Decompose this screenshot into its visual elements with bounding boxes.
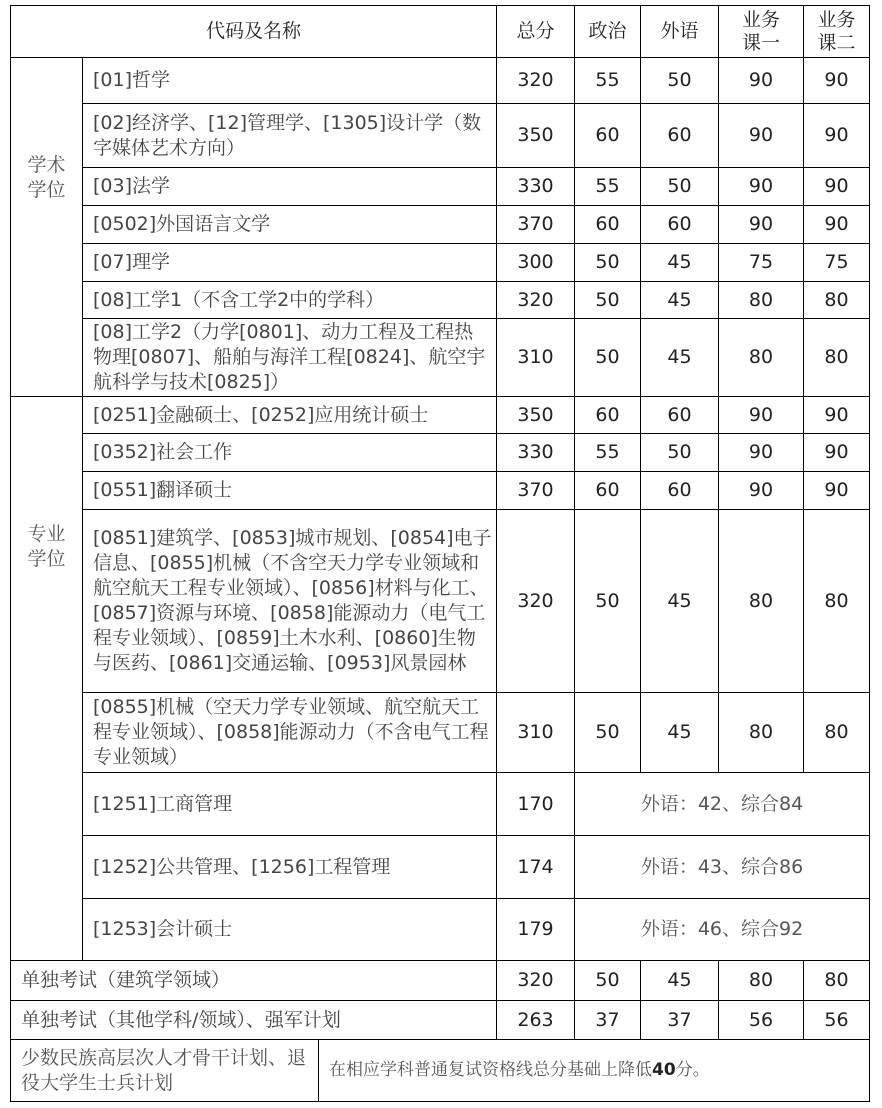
- cell-foreign: 45: [641, 693, 719, 773]
- cell-foreign: 45: [641, 510, 719, 693]
- table-row: [11, 1001, 870, 1040]
- cell-course1: 80: [719, 961, 804, 1001]
- row-name: [1252]公共管理、[1256]工程管理: [83, 836, 497, 899]
- cell-total: 370: [497, 472, 575, 510]
- cell-politics: 50: [575, 282, 641, 319]
- table-row: [11, 58, 870, 104]
- cell-course2: 90: [804, 104, 870, 168]
- row-name: [0851]建筑学、[0853]城市规划、[0854]电子信息、[0855]机械（不含空天力学专业领域和航空航天工程专业领域）、[0856]材料与化工、[0857]资源与环境、[0858]能源动力（电气工程专业领域）、[0859]土木水利、[0860]生物与医药、[0861]交通运输、[0953]风景园林: [83, 510, 497, 693]
- row-name: [0352]社会工作: [83, 434, 497, 472]
- category-professional: 专业学位: [11, 397, 83, 961]
- row-name: [1251]工商管理: [83, 773, 497, 836]
- row-name: [1253]会计硕士: [83, 899, 497, 961]
- cell-course1: 80: [719, 319, 804, 397]
- cell-total: 320: [497, 282, 575, 319]
- row-name: [03]法学: [83, 168, 497, 206]
- cell-foreign: 45: [641, 282, 719, 319]
- header-course2: 业务课二: [804, 6, 870, 58]
- table-row: [11, 472, 870, 510]
- header-course1: 业务课一: [719, 6, 804, 58]
- cell-total: 330: [497, 434, 575, 472]
- cell-total: 370: [497, 206, 575, 244]
- header-row: [11, 6, 870, 58]
- cell-course1: 56: [719, 1001, 804, 1040]
- cell-course2: 80: [804, 961, 870, 1001]
- note-prefix: 在相应学科普通复试资格线总分基础上降低: [329, 1060, 652, 1080]
- cell-total: 350: [497, 104, 575, 168]
- header-foreign: 外语: [641, 6, 719, 58]
- cell-course1: 80: [719, 693, 804, 773]
- cell-course1: 80: [719, 510, 804, 693]
- minority-plan-name: 少数民族高层次人才骨干计划、退役大学生士兵计划: [11, 1040, 319, 1101]
- cell-total: 300: [497, 244, 575, 282]
- cell-foreign: 50: [641, 58, 719, 104]
- cell-course1: 75: [719, 244, 804, 282]
- cell-total: 310: [497, 693, 575, 773]
- row-name: 单独考试（其他学科/领域）、强军计划: [11, 1001, 497, 1040]
- row-name: [02]经济学、[12]管理学、[1305]设计学（数字媒体艺术方向）: [83, 104, 497, 168]
- cell-total: 320: [497, 58, 575, 104]
- table-row: [11, 206, 870, 244]
- cell-total: 174: [497, 836, 575, 899]
- cell-course2: 90: [804, 58, 870, 104]
- row-name: [08]工学2（力学[0801]、动力工程及工程热物理[0807]、船舶与海洋工程[0824]、航空宇航科学与技术[0825]）: [83, 319, 497, 397]
- cell-total: 350: [497, 397, 575, 434]
- cell-foreign: 60: [641, 206, 719, 244]
- header-name: 代码及名称: [11, 6, 497, 58]
- cell-total: 310: [497, 319, 575, 397]
- cell-detail: 外语：46、综合92: [575, 899, 870, 961]
- cell-course1: 80: [719, 282, 804, 319]
- header-total: 总分: [497, 6, 575, 58]
- table-row: [11, 397, 870, 434]
- cell-politics: 50: [575, 693, 641, 773]
- cell-course2: 90: [804, 434, 870, 472]
- cell-foreign: 37: [641, 1001, 719, 1040]
- minority-plan-note: [319, 1040, 869, 1101]
- cell-course2: 80: [804, 319, 870, 397]
- note-number: 40: [652, 1060, 676, 1080]
- cell-politics: 55: [575, 168, 641, 206]
- cell-total: 320: [497, 510, 575, 693]
- cell-course2: 90: [804, 168, 870, 206]
- table-row: [11, 168, 870, 206]
- table-row: [11, 104, 870, 168]
- cell-politics: 50: [575, 510, 641, 693]
- cell-politics: 50: [575, 244, 641, 282]
- cell-foreign: 50: [641, 434, 719, 472]
- table-row: [11, 961, 870, 1001]
- table-row: [11, 434, 870, 472]
- cell-politics: 55: [575, 434, 641, 472]
- cell-foreign: 60: [641, 104, 719, 168]
- cell-course1: 90: [719, 434, 804, 472]
- cell-foreign: 50: [641, 168, 719, 206]
- table-row: [11, 836, 870, 899]
- cell-course2: 80: [804, 282, 870, 319]
- cell-detail: 外语：42、综合84: [575, 773, 870, 836]
- row-name: [0551]翻译硕士: [83, 472, 497, 510]
- cell-politics: 55: [575, 58, 641, 104]
- cell-total: 320: [497, 961, 575, 1001]
- row-name: [08]工学1（不含工学2中的学科）: [83, 282, 497, 319]
- cell-politics: 60: [575, 206, 641, 244]
- cell-foreign: 45: [641, 244, 719, 282]
- category-academic: 学术学位: [11, 58, 83, 397]
- cell-foreign: 60: [641, 472, 719, 510]
- table-row-minority: [11, 1040, 870, 1102]
- cell-course2: 90: [804, 397, 870, 434]
- cell-course1: 90: [719, 58, 804, 104]
- cell-course1: 90: [719, 104, 804, 168]
- note-suffix: 分。: [675, 1060, 710, 1080]
- cell-course2: 80: [804, 693, 870, 773]
- cell-total: 179: [497, 899, 575, 961]
- table-row: [11, 899, 870, 961]
- table-row: [11, 510, 870, 693]
- cell-course1: 90: [719, 206, 804, 244]
- cell-course2: 56: [804, 1001, 870, 1040]
- row-name: [0251]金融硕士、[0252]应用统计硕士: [83, 397, 497, 434]
- cell-course2: 90: [804, 206, 870, 244]
- cell-foreign: 60: [641, 397, 719, 434]
- cell-course2: 80: [804, 510, 870, 693]
- score-table: [10, 5, 870, 1102]
- cell-course2: 90: [804, 472, 870, 510]
- cell-foreign: 45: [641, 961, 719, 1001]
- cell-politics: 37: [575, 1001, 641, 1040]
- row-name: [01]哲学: [83, 58, 497, 104]
- row-name: [0502]外国语言文学: [83, 206, 497, 244]
- cell-politics: 50: [575, 961, 641, 1001]
- table-row: [11, 773, 870, 836]
- row-name: [0855]机械（空天力学专业领域、航空航天工程专业领域）、[0858]能源动力（不含电气工程专业领域）: [83, 693, 497, 773]
- table-row: [11, 244, 870, 282]
- cell-politics: 50: [575, 319, 641, 397]
- cell-total: 263: [497, 1001, 575, 1040]
- row-name: 单独考试（建筑学领域）: [11, 961, 497, 1001]
- cell-total: 170: [497, 773, 575, 836]
- cell-politics: 60: [575, 104, 641, 168]
- table-row: [11, 693, 870, 773]
- table-row: [11, 282, 870, 319]
- cell-politics: 60: [575, 472, 641, 510]
- header-politics: 政治: [575, 6, 641, 58]
- cell-course2: 75: [804, 244, 870, 282]
- cell-foreign: 45: [641, 319, 719, 397]
- table-row: [11, 319, 870, 397]
- cell-detail: 外语：43、综合86: [575, 836, 870, 899]
- cell-politics: 60: [575, 397, 641, 434]
- cell-course1: 90: [719, 397, 804, 434]
- row-name: [07]理学: [83, 244, 497, 282]
- cell-total: 330: [497, 168, 575, 206]
- cell-course1: 90: [719, 168, 804, 206]
- cell-course1: 90: [719, 472, 804, 510]
